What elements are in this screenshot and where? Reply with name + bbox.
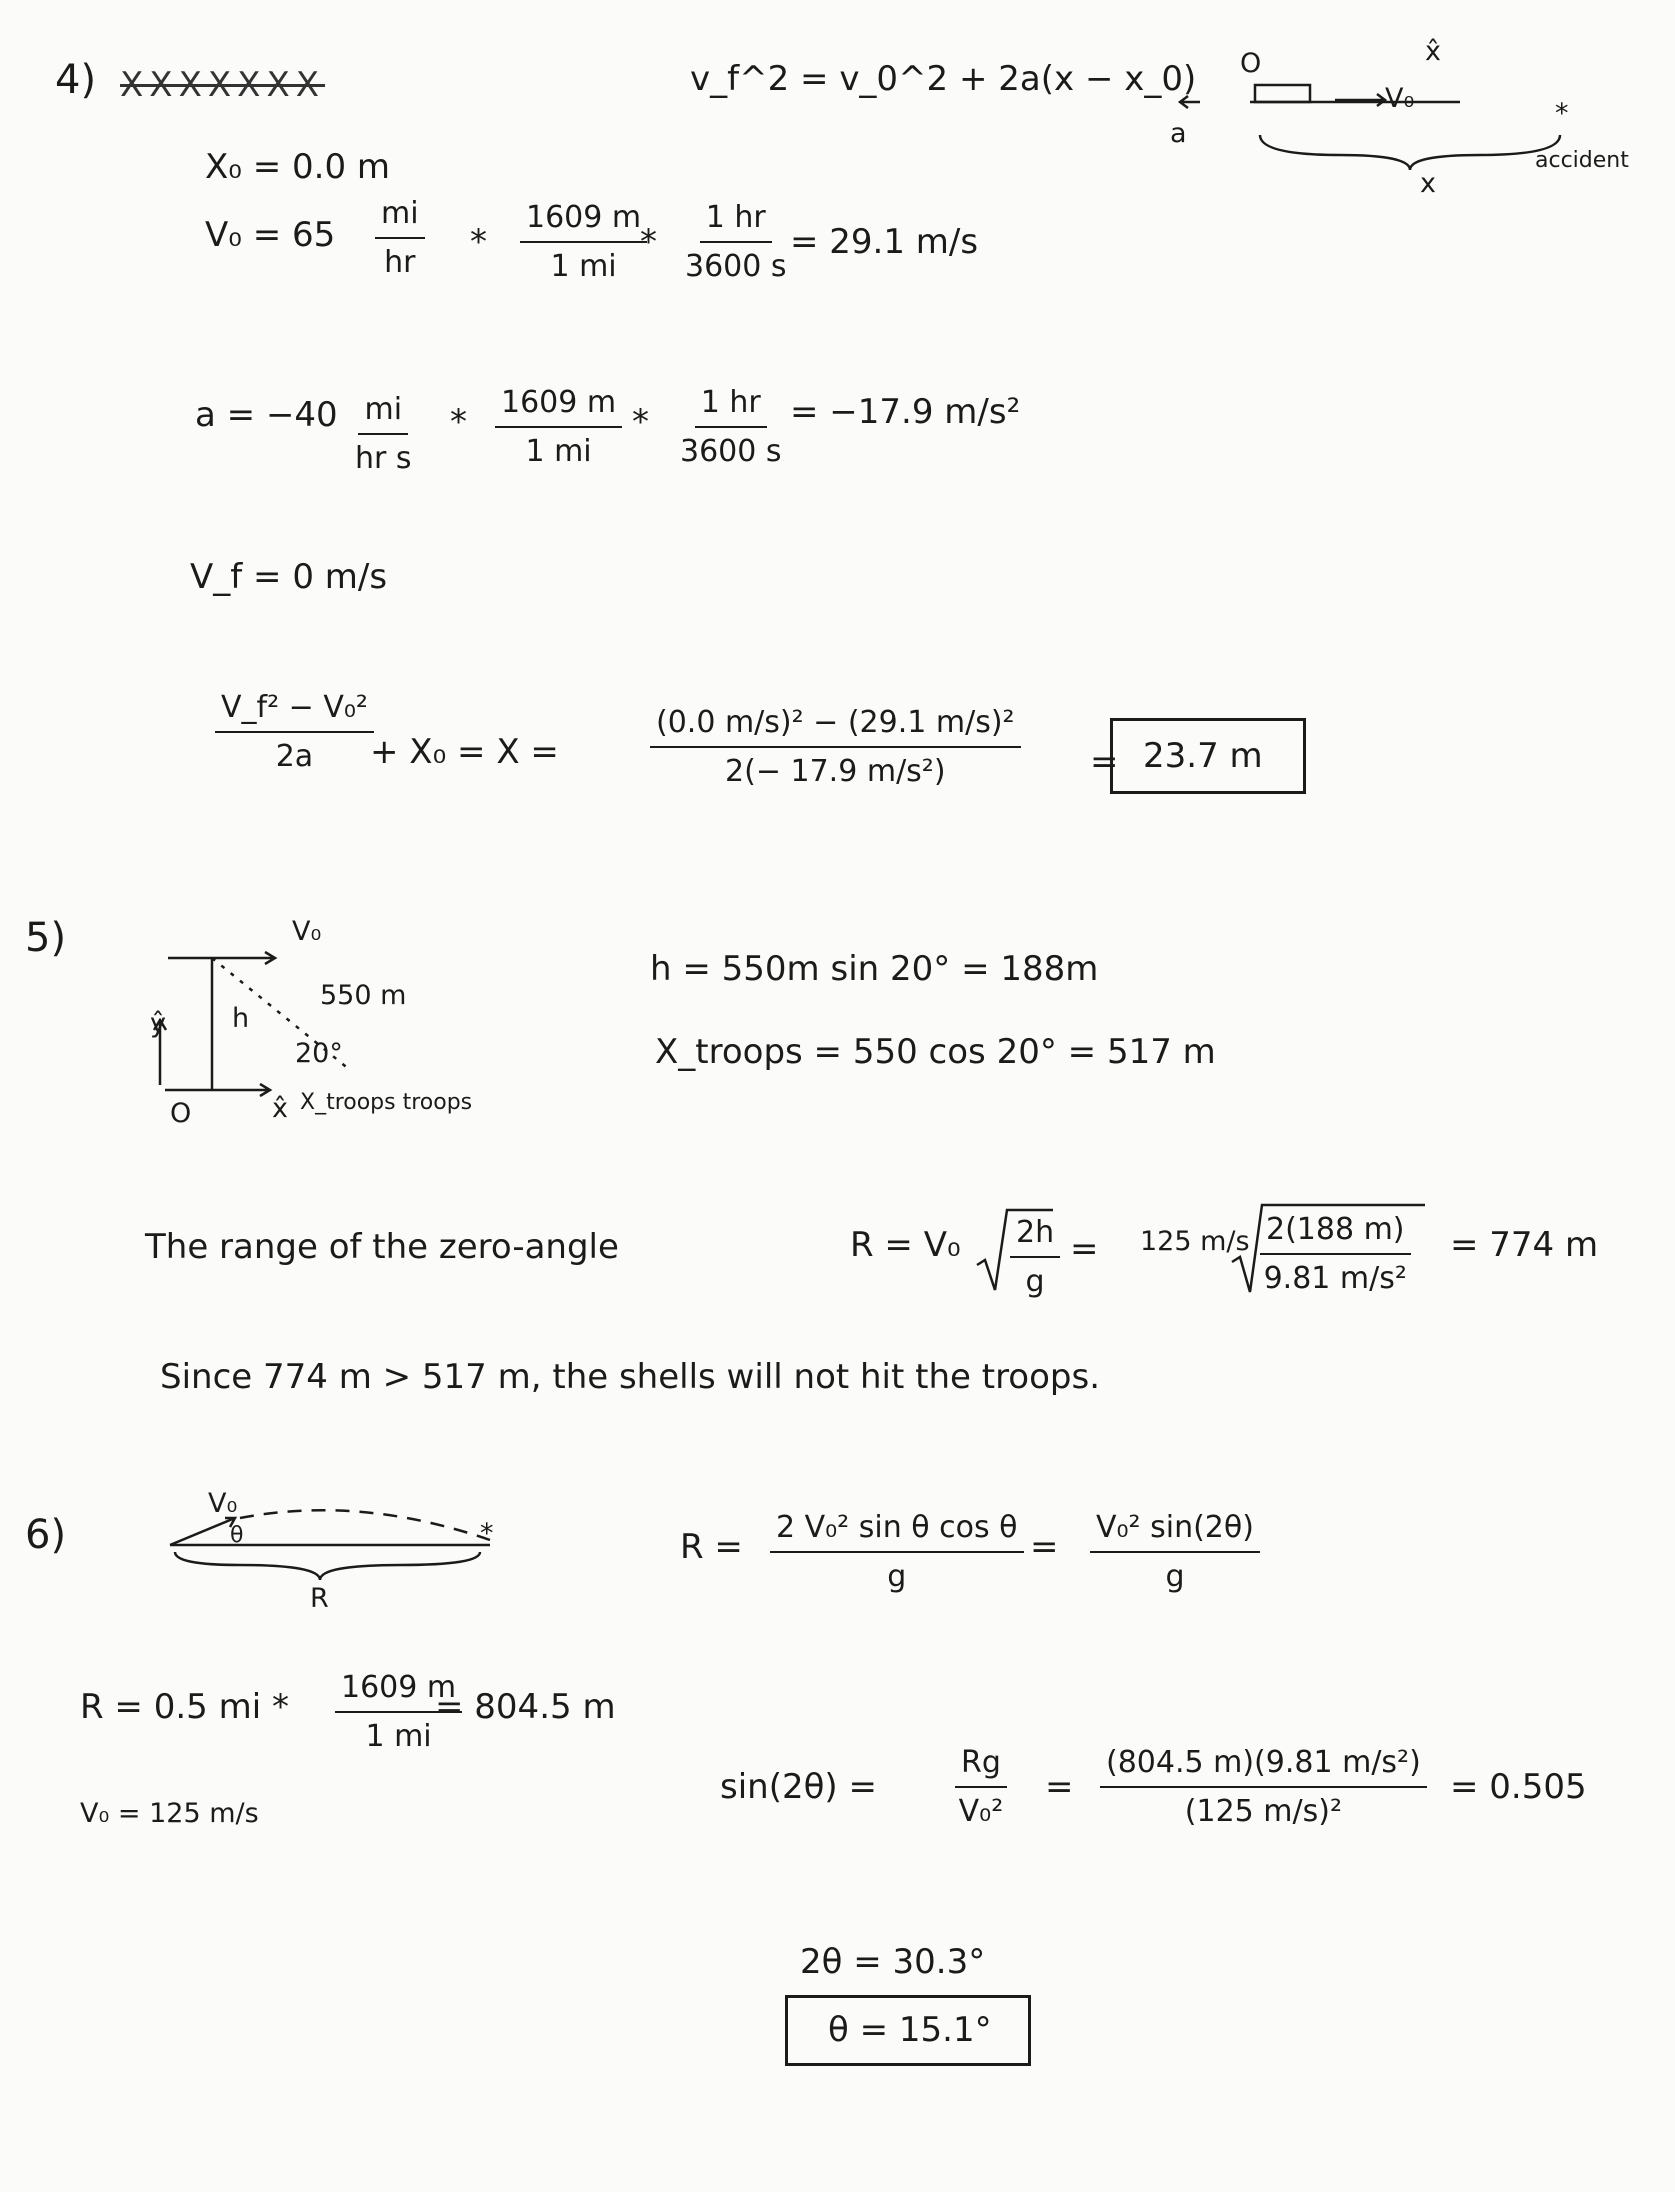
diagram-R: R [310,1583,329,1614]
range-text: The range of the zero-angle [145,1227,619,1267]
h-equation: h = 550m sin 20° = 188m [650,949,1099,989]
diagram-y-hat: ŷ [150,1008,166,1039]
conv-hr-den: 3600 s [685,249,787,284]
sin-sub-den: (125 m/s)² [1184,1794,1342,1829]
a-result: = −17.9 m/s² [790,392,1021,432]
a-conv2-den: 3600 s [680,434,782,469]
R-result: = 774 m [1450,1225,1599,1265]
conv-hr [685,200,787,284]
R-sub-v: 125 m/s [1140,1226,1250,1257]
x-sub-num: (0.0 m/s)² − (29.1 m/s)² [650,705,1021,748]
a-conv1 [495,385,622,469]
diagram-v0: V₀ [1385,83,1415,114]
trajectory-line [240,1510,490,1540]
theta-answer-box [785,1995,1031,2066]
a-unit-num: mi [358,392,408,435]
accident-star-icon: * [1555,98,1569,129]
R-part1-den: g [887,1559,907,1594]
v0-unit-den: hr [384,245,416,280]
times-sign: * [470,222,487,262]
x-arrow-icon [165,1084,270,1096]
v0-unit [375,196,425,280]
conv-hr-num: 1 hr [700,200,772,243]
x-formula-den: 2a [275,739,314,774]
R-conversion-lhs: R = 0.5 mi * [80,1687,289,1727]
diagram-550: 550 m [320,980,407,1011]
impact-star-icon: * [480,1518,494,1549]
car-icon [1255,85,1310,102]
diagram-a: a [1170,118,1187,149]
R-sqrt-num: 2h [1010,1215,1060,1258]
arrow-icon [1180,96,1200,108]
two-theta-value: 2θ = 30.3° [800,1942,986,1982]
R-lhs: R = V₀ [850,1225,961,1265]
R-sqrt [1010,1215,1060,1299]
diagram-accident: accident [1535,148,1629,173]
a-conv1-den: 1 mi [525,434,592,469]
v0-arrow-icon [1335,94,1385,106]
x0-line: X₀ = 0.0 m [205,147,391,187]
brace-icon [175,1552,480,1580]
conclusion-text: Since 774 m > 517 m, the shells will not hit the troops. [160,1357,1101,1397]
R-sqrt-den: g [1025,1264,1045,1299]
times-sign: * [450,402,467,442]
R-formula-part2 [1090,1510,1260,1594]
v0-unit-num: mi [375,196,425,239]
crossed-out-text: XXXXXXX [120,65,326,105]
x-formula-tail: + X₀ = X = [370,732,559,772]
sin-lhs: sin(2θ) = [720,1767,877,1807]
R-conv-den: 1 mi [365,1719,432,1754]
sin-frac [955,1745,1007,1829]
v0-arrow-icon [170,1518,235,1545]
x-answer: 23.7 m [1143,736,1263,776]
R-part2-den: g [1165,1559,1185,1594]
v0-lhs: V₀ = 65 [205,215,336,255]
problem-4-label: 4) [55,57,97,103]
x-sub-den: 2(− 17.9 m/s²) [725,754,946,789]
sin-substitution [1100,1745,1427,1829]
R-part2-num: V₀² sin(2θ) [1090,1510,1260,1553]
answer-box [1110,718,1306,794]
problem-5-label: 5) [25,915,67,961]
x-formula [215,690,374,774]
R-sub-num: 2(188 m) [1260,1212,1411,1255]
diagram-origin: O [1240,48,1262,79]
sin-frac-den: V₀² [958,1794,1004,1829]
a-unit [355,392,412,476]
sin-frac-num: Rg [955,1745,1007,1788]
a-conv2-num: 1 hr [695,385,767,428]
R-sub-den: 9.81 m/s² [1263,1261,1407,1296]
diagram-x-hat: x̂ [272,1093,288,1124]
diagram-v0: V₀ [292,916,322,947]
a-lhs: a = −40 [195,395,338,435]
times-sign: * [640,222,657,262]
diagram-h: h [232,1003,250,1034]
R-conv-num: 1609 m [335,1670,462,1713]
conv-mi-num: 1609 m [520,200,647,243]
x-formula-num: V_f² − V₀² [215,690,374,733]
conv-mi-den: 1 mi [550,249,617,284]
kinematic-equation: v_f^2 = v_0^2 + 2a(x − x_0) [690,59,1197,99]
a-conv1-num: 1609 m [495,385,622,428]
problem-6-label: 6) [25,1512,67,1558]
v0-arrow-icon [168,952,275,964]
R-formula-part1 [770,1510,1024,1594]
diagram-v0: V₀ [208,1488,238,1519]
car-diagram [1160,30,1660,200]
brace-icon [1260,135,1560,170]
diagram-theta: θ [230,1523,244,1548]
sin-result: = 0.505 [1450,1767,1587,1807]
v0-result: = 29.1 m/s [790,222,979,262]
diagram-20-deg: 20° [295,1038,343,1069]
diagram-xtroops: X_troops troops [300,1090,473,1115]
conv-mi [520,200,647,284]
R-sub-frac [1260,1212,1411,1296]
R-part1-num: 2 V₀² sin θ cos θ [770,1510,1024,1553]
x-substitution [650,705,1021,789]
theta-answer: θ = 15.1° [828,2010,992,2050]
times-sign: * [632,402,649,442]
diagram-x: x [1420,168,1436,199]
equals-sign: = [1090,742,1119,782]
xtroops-equation: X_troops = 550 cos 20° = 517 m [655,1032,1216,1072]
a-conv2 [680,385,782,469]
a-unit-den: hr s [355,441,412,476]
diagram-origin: O [170,1098,192,1129]
sin-sub-num: (804.5 m)(9.81 m/s²) [1100,1745,1427,1788]
vf-line: V_f = 0 m/s [190,557,388,597]
R-conversion-result: = 804.5 m [435,1687,616,1727]
R-equals: = [1070,1229,1099,1269]
v0-value: V₀ = 125 m/s [80,1798,259,1829]
diagram-x-hat: x̂ [1425,36,1441,67]
